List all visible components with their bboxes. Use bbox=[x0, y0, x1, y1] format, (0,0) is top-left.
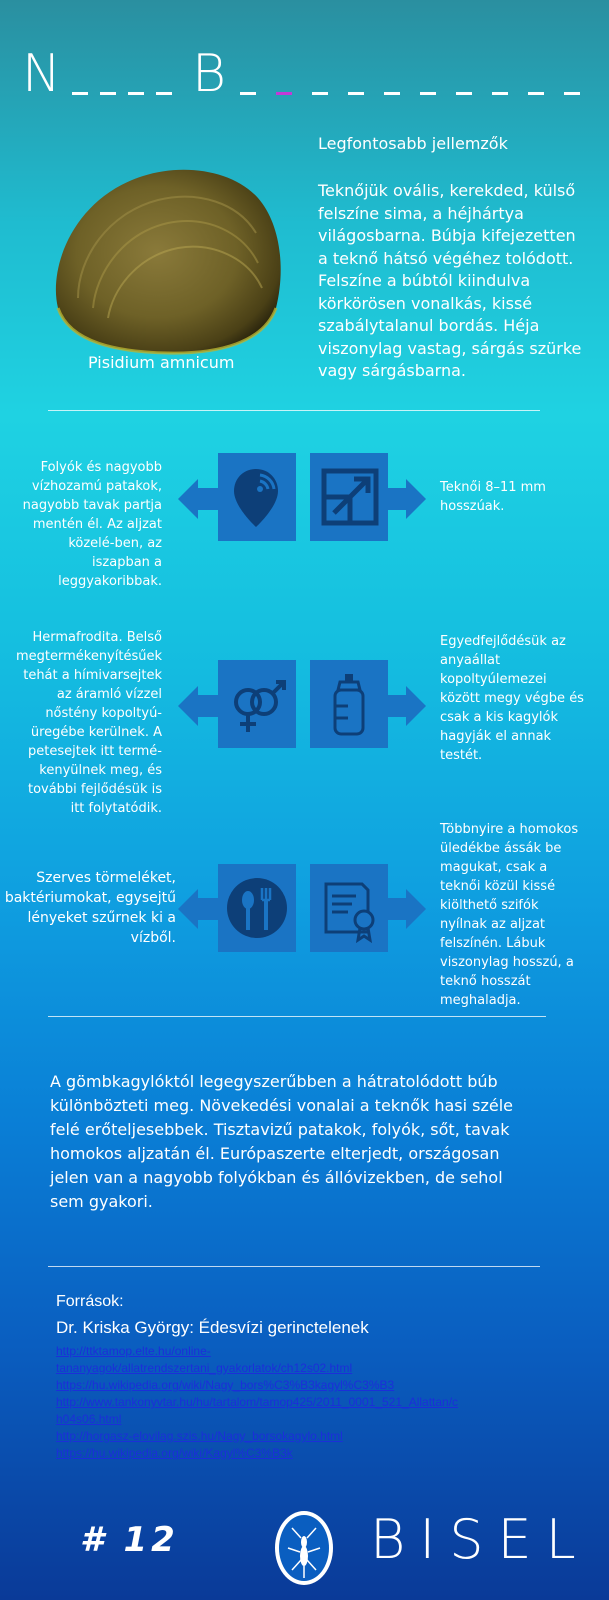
text-line: leggyakoribbak. bbox=[58, 574, 162, 589]
blank bbox=[128, 92, 144, 95]
text-line: hagyják el annak bbox=[440, 729, 552, 744]
icon-box bbox=[218, 660, 296, 748]
location-pin-icon bbox=[218, 453, 296, 541]
size-text bbox=[440, 478, 600, 516]
text-line: hosszúak. bbox=[440, 499, 505, 514]
text-line: nagyobb tavak partja bbox=[22, 498, 162, 513]
text-line: vízhozamú patakok, bbox=[31, 479, 162, 494]
arrow-left bbox=[198, 695, 218, 717]
features-line: vagy sárgásbarna. bbox=[318, 361, 467, 380]
text-line: baktériumokat, egysejtű bbox=[4, 890, 176, 906]
gender-icon bbox=[218, 660, 296, 748]
features-line: világosbarna. Búbja kifejezetten bbox=[318, 226, 576, 245]
text-line: testét. bbox=[440, 748, 483, 763]
burrowing-text bbox=[440, 820, 604, 1010]
text-line: nőstény kopoltyú- bbox=[45, 706, 162, 721]
blank bbox=[564, 92, 580, 95]
icon-box bbox=[218, 864, 296, 952]
features-line: Teknőjük ovális, kerekded, külső bbox=[318, 181, 576, 200]
arrow-right bbox=[388, 898, 406, 920]
source-link[interactable]: tananyagok/allatrendszertani_gyakorlatok/ch12s02.html bbox=[56, 1361, 353, 1375]
icon-box bbox=[218, 453, 296, 541]
text-line: teknői közül kissé bbox=[440, 879, 556, 894]
summary-line: homokos aljzatán él. Európaszerte elterjedt, országosan bbox=[50, 1144, 500, 1163]
summary-line: A gömbkagylóktól legegyszerűbben a hátratolódott búb bbox=[50, 1072, 498, 1091]
text-line: kopoltyúlemezei bbox=[440, 672, 547, 687]
source-link[interactable]: http://www.tankonyvtar.hu/hu/tartalom/tamop425/2011_0001_521_Allattan/c bbox=[56, 1395, 459, 1409]
icon-box bbox=[310, 453, 388, 541]
blank-highlighted bbox=[276, 92, 292, 95]
text-line: Folyók és nagyobb bbox=[40, 460, 162, 475]
text-line: iszapban a bbox=[92, 555, 162, 570]
baby-bottle-icon bbox=[310, 660, 388, 748]
features-line: Felszíne a búbtól kiindulva bbox=[318, 271, 531, 290]
bisel-brand: BISEL bbox=[370, 1508, 590, 1571]
features-line: a teknő hátsó végéhez tolódott. bbox=[318, 248, 574, 268]
title-letter-b: B bbox=[192, 44, 233, 104]
text-line: Egyedfejlődésük az bbox=[440, 634, 566, 649]
blank bbox=[456, 92, 472, 95]
text-line: üledékbe ássák be bbox=[440, 841, 562, 856]
arrow-left bbox=[198, 488, 218, 510]
text-line: viszonylag hosszú, a bbox=[440, 955, 574, 970]
shell-image bbox=[48, 158, 288, 358]
features-heading: Legfontosabb jellemzők bbox=[318, 134, 508, 153]
species-caption: Pisidium amnicum bbox=[88, 353, 235, 372]
text-line: mentén él. Az aljzat bbox=[32, 517, 162, 532]
features-line: felszíne sima, a héjhártya bbox=[318, 203, 524, 223]
text-line: felszínén. Lábuk bbox=[440, 936, 546, 951]
text-line: között megy végbe és bbox=[440, 691, 584, 706]
blank bbox=[312, 92, 328, 95]
text-line: tehát a hímivarsejtek bbox=[23, 668, 162, 683]
development-text bbox=[440, 632, 604, 765]
blank bbox=[384, 92, 400, 95]
summary-line: jelen van a nagyobb folyókban és állóvizekben, de sehol bbox=[50, 1168, 503, 1187]
arrow-right bbox=[388, 488, 406, 510]
arrow-left bbox=[198, 898, 218, 920]
blank bbox=[348, 92, 364, 95]
blank bbox=[72, 92, 88, 95]
divider bbox=[48, 1266, 540, 1267]
text-line: petesejtek itt termé- bbox=[28, 744, 162, 759]
text-line: itt folytatódik. bbox=[70, 801, 162, 816]
source-link[interactable]: http://horgasz-elovilag.szis.hu/Nagy_borsokagylo.html bbox=[56, 1429, 343, 1443]
summary-line: felé erőteljesebbek. Tisztavizű patakok, folyók, sőt, tavak bbox=[50, 1120, 510, 1139]
blank bbox=[240, 92, 256, 95]
divider bbox=[48, 1016, 546, 1017]
text-line: Teknői 8–11 mm bbox=[440, 480, 546, 495]
text-line: Hermafrodita. Belső bbox=[32, 630, 162, 645]
features-line: körkörösen vonalkás, kissé bbox=[318, 293, 533, 313]
blank bbox=[156, 92, 172, 95]
source-link[interactable]: http://ttktamop.elte.hu/online- bbox=[56, 1344, 211, 1358]
summary-line: különbözteti meg. Növekedési vonalai a teknők hasi széle bbox=[50, 1096, 514, 1115]
sources-links bbox=[56, 1343, 596, 1462]
summary-paragraph bbox=[50, 1070, 560, 1214]
source-link[interactable]: https://hu.wikipedia.org/wiki/Kagyl%C3%B3k bbox=[56, 1446, 293, 1460]
source-link[interactable]: https://hu.wikipedia.org/wiki/Nagy_bors%C3%B3kagyl%C3%B3 bbox=[56, 1378, 395, 1392]
text-line: közelé-ben, az bbox=[68, 536, 162, 551]
bisel-logo-icon bbox=[272, 1508, 336, 1588]
sources-heading: Források: bbox=[56, 1293, 124, 1310]
text-line: üregébe kerülnek. A bbox=[30, 725, 162, 740]
blank bbox=[100, 92, 116, 95]
size-resize-icon bbox=[310, 453, 388, 541]
text-line: kenyülnek meg, és bbox=[39, 763, 162, 778]
blank bbox=[420, 92, 436, 95]
text-line: megtermékenyítésűek bbox=[15, 649, 162, 664]
reproduction-text bbox=[4, 628, 162, 818]
summary-line: sem gyakori. bbox=[50, 1192, 153, 1211]
text-line: magukat, csak a bbox=[440, 860, 548, 875]
features-line: viszonylag vastag, sárgás szürke bbox=[318, 338, 582, 358]
feeding-text bbox=[4, 868, 176, 948]
features-line: szabálytalanul bordás. Héja bbox=[318, 316, 540, 335]
text-line: kiölthető szifók bbox=[440, 898, 539, 913]
text-line: teknő hosszát bbox=[440, 974, 531, 989]
source-link[interactable]: h04s06.html bbox=[56, 1412, 122, 1426]
text-line: az áramló vízzel bbox=[56, 687, 162, 702]
issue-number: # 12 bbox=[80, 1520, 179, 1560]
certificate-icon bbox=[310, 864, 388, 952]
text-line: további fejlődésük is bbox=[27, 782, 162, 797]
text-line: vízből. bbox=[130, 930, 176, 946]
icon-box bbox=[310, 660, 388, 748]
blank bbox=[528, 92, 544, 95]
blank bbox=[492, 92, 508, 95]
title-letter-n: N bbox=[22, 44, 67, 104]
divider bbox=[48, 410, 540, 411]
text-line: csak a kis kagylók bbox=[440, 710, 558, 725]
habitat-text bbox=[10, 458, 162, 591]
sources-book: Dr. Kriska György: Édesvízi gerinctelenek bbox=[56, 1318, 369, 1337]
text-line: Többnyire a homokos bbox=[440, 822, 579, 837]
features-text bbox=[318, 180, 581, 383]
food-utensils-icon bbox=[218, 864, 296, 952]
text-line: Szerves törmeléket, bbox=[36, 870, 176, 886]
text-line: nyílnak az aljzat bbox=[440, 917, 546, 932]
text-line: meghaladja. bbox=[440, 993, 521, 1008]
text-line: lényeket szűrnek ki a bbox=[27, 910, 176, 926]
text-line: anyaállat bbox=[440, 653, 501, 668]
icon-box bbox=[310, 864, 388, 952]
arrow-right bbox=[388, 695, 406, 717]
